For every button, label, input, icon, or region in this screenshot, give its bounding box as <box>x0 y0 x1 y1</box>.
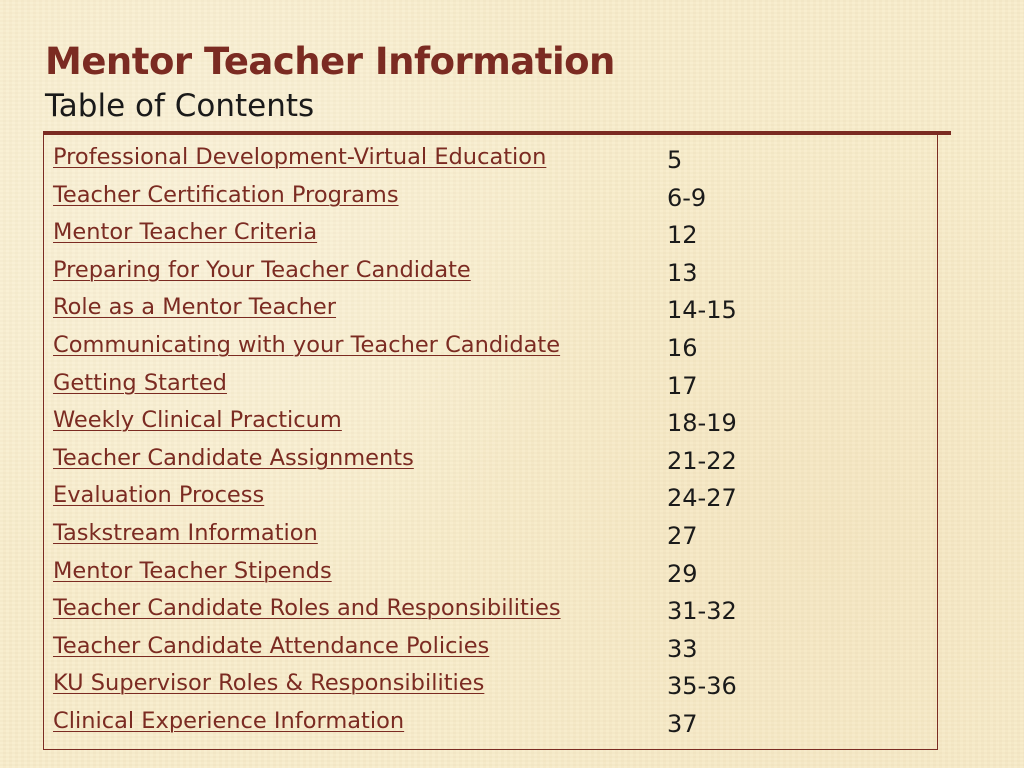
toc-item <box>53 144 753 182</box>
toc-page-number: 13 <box>667 258 698 287</box>
toc-link-stipends[interactable]: Mentor Teacher Stipends <box>53 557 332 584</box>
toc-item <box>53 182 753 220</box>
toc-item <box>53 520 753 558</box>
toc-page-number: 5 <box>667 146 683 174</box>
toc-page-number: 17 <box>667 371 698 400</box>
toc-link-candidate-roles[interactable]: Teacher Candidate Roles and Responsibilities <box>53 595 561 622</box>
toc-item <box>53 482 753 520</box>
toc-link-evaluation-process[interactable]: Evaluation Process <box>53 482 265 509</box>
toc-page-number: 21-22 <box>667 446 737 475</box>
toc-link-professional-development[interactable]: Professional Development-Virtual Education <box>53 144 547 170</box>
toc-page-number: 33 <box>667 634 698 663</box>
toc-item <box>53 670 753 708</box>
toc-item <box>53 633 753 671</box>
page-subtitle: Table of Contents <box>45 88 315 124</box>
toc-page-number: 31-32 <box>667 597 737 626</box>
toc-link-clinical-experience[interactable]: Clinical Experience Information <box>53 707 405 734</box>
toc-link-attendance-policies[interactable]: Teacher Candidate Attendance Policies <box>53 632 490 659</box>
toc-item <box>53 257 753 295</box>
toc-page-number: 29 <box>667 559 698 588</box>
page-title: Mentor Teacher Information <box>45 40 615 83</box>
toc-item <box>53 407 753 445</box>
toc-link-role-mentor[interactable]: Role as a Mentor Teacher <box>53 294 337 321</box>
toc-page-number: 18-19 <box>667 409 737 438</box>
toc-item <box>53 219 753 257</box>
toc-page-number: 37 <box>667 709 698 738</box>
toc-page-number: 35-36 <box>667 672 737 701</box>
toc-page-number: 14-15 <box>667 296 737 325</box>
toc-link-teacher-certification[interactable]: Teacher Certification Programs <box>53 181 399 208</box>
toc-page-number: 6-9 <box>667 183 707 212</box>
toc-link-mentor-criteria[interactable]: Mentor Teacher Criteria <box>53 219 318 246</box>
toc-page-number: 27 <box>667 521 698 550</box>
toc-link-communicating[interactable]: Communicating with your Teacher Candidate <box>53 331 561 358</box>
toc-item <box>53 558 753 596</box>
toc-item <box>53 370 753 408</box>
toc-link-getting-started[interactable]: Getting Started <box>53 369 227 396</box>
toc-link-taskstream[interactable]: Taskstream Information <box>53 519 318 546</box>
toc-item <box>53 445 753 483</box>
toc-page-number: 12 <box>667 221 698 250</box>
toc-page-number: 24-27 <box>667 484 737 513</box>
toc-item <box>53 294 753 332</box>
toc-link-preparing-candidate[interactable]: Preparing for Your Teacher Candidate <box>53 256 471 283</box>
toc-item <box>53 332 753 370</box>
toc-link-supervisor-roles[interactable]: KU Supervisor Roles & Responsibilities <box>53 670 485 697</box>
toc-list <box>53 144 753 746</box>
toc-item <box>53 708 753 746</box>
toc-link-candidate-assignments[interactable]: Teacher Candidate Assignments <box>53 444 414 471</box>
toc-page-number: 16 <box>667 333 698 362</box>
toc-item <box>53 595 753 633</box>
toc-link-weekly-practicum[interactable]: Weekly Clinical Practicum <box>53 407 342 434</box>
